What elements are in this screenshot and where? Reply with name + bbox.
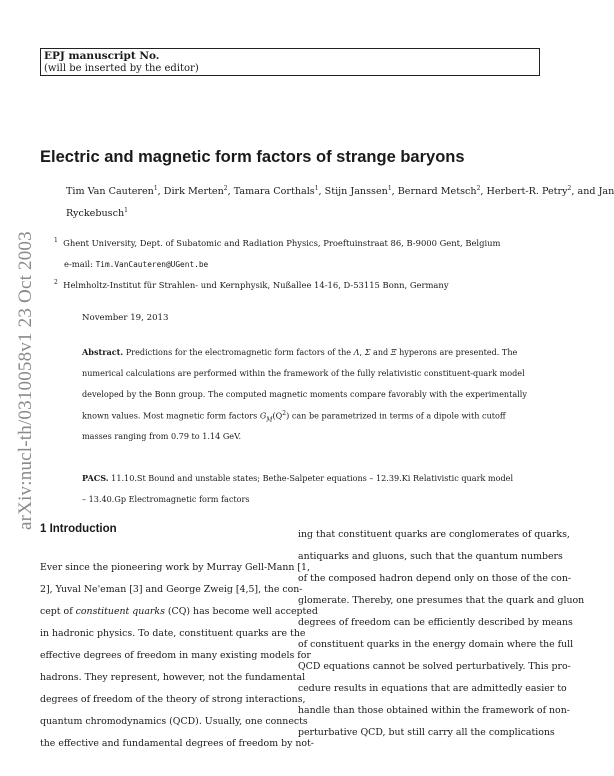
author-affiliation-mark: 1 [153, 185, 158, 192]
sigma-symbol: Σ [364, 347, 371, 357]
body-line: effective degrees of freedom in many existing models for [40, 650, 311, 661]
abstract-line [82, 347, 517, 357]
body-line: quantum chromodynamics (QCD). Usually, one connects [40, 716, 308, 727]
body-line: ing that constituent quarks are conglomerates of quarks, [298, 529, 570, 540]
arxiv-identifier[interactable]: arXiv:nucl-th/0310058v1 23 Oct 2003 [15, 231, 36, 530]
author-affiliation-mark: 2 [476, 185, 481, 192]
body-line: handle than those obtained within the framework of non- [298, 705, 570, 716]
paper-title: Electric and magnetic form factors of strange baryons [40, 148, 465, 166]
abstract-text: Predictions for the electromagnetic form factors of the [123, 347, 354, 357]
affiliation-email [64, 259, 208, 269]
abstract-line: masses ranging from 0.79 to 1.14 GeV. [82, 431, 242, 441]
abstract-line: numerical calculations are performed within the framework of the fully relativistic constituent-quark model [82, 368, 525, 378]
author-list-tail: , and Jan [571, 186, 614, 198]
body-line [40, 606, 318, 617]
magnetic-form-factor-symbol: G [259, 410, 267, 421]
author-name: Dirk Merten [163, 186, 224, 198]
affiliation-text: Helmholtz-Institut für Strahlen- und Kernphysik, Nußallee 14-16, D-53115 Bonn, Germany [63, 279, 449, 290]
xi-symbol: Ξ [390, 347, 397, 357]
affiliation-number: 2 [54, 279, 58, 286]
author-affiliation-mark: 1 [124, 207, 128, 214]
date: November 19, 2013 [82, 313, 169, 323]
body-line: antiquarks and gluons, such that the quantum numbers [298, 551, 563, 562]
author-name: Ryckebusch [66, 208, 125, 220]
pacs-line: – 13.40.Gp Electromagnetic form factors [82, 494, 250, 504]
body-line: QCD equations cannot be solved perturbatively. This pro- [298, 661, 571, 672]
body-line: in hadronic physics. To date, constituent quarks are the [40, 628, 306, 639]
abstract-line: developed by the Bonn group. The computed magnetic moments compare favorably with the experimentally [82, 389, 527, 399]
email-label: e-mail: [64, 259, 96, 269]
abstract-text: known values. Most magnetic form factors [82, 410, 260, 421]
body-line: 2], Yuval Ne'eman [3] and George Zweig [4,5], the con- [40, 584, 303, 595]
abstract-text: hyperons are presented. The [396, 347, 518, 357]
author-affiliation-mark: 1 [387, 185, 392, 192]
body-text: (CQ) has become well accepted [164, 606, 318, 617]
body-line: Ever since the pioneering work by Murray Gell-Mann [1, [40, 562, 310, 573]
superscript: 2 [282, 410, 287, 417]
subscript: M [266, 416, 273, 424]
email-address[interactable]: Tim.VanCauteren@UGent.be [95, 260, 209, 269]
abstract-line [82, 410, 506, 423]
body-line: degrees of freedom of the theory of strong interactions, [40, 694, 306, 705]
author-name: Stijn Janssen [324, 186, 388, 198]
formula-close: ) [286, 410, 290, 421]
author-name: Bernard Metsch [397, 186, 477, 198]
body-text: cept of [40, 606, 76, 617]
affiliation-number: 1 [54, 237, 58, 244]
affiliation-1 [54, 237, 500, 248]
abstract-text: can be parametrized in terms of a dipole with cutoff [289, 410, 506, 421]
body-line: perturbative QCD, but still carry all the complications [298, 727, 555, 738]
author-name: Tim Van Cauteren [66, 186, 154, 198]
affiliation-2 [54, 279, 449, 290]
lambda-symbol: Λ [353, 347, 360, 357]
emphasis: constituent quarks [75, 606, 165, 617]
body-line: of constituent quarks in the energy domain where the full [298, 639, 574, 650]
author-name: Tamara Corthals [233, 186, 315, 198]
body-line: degrees of freedom can be efficiently described by means [298, 617, 573, 628]
formula-arg: (Q [272, 410, 283, 421]
author-list-continued [66, 207, 128, 219]
body-line: of the composed hadron depend only on those of the con- [298, 573, 572, 584]
body-line: cedure results in equations that are admittedly easier to [298, 683, 567, 694]
author-affiliation-mark: 2 [567, 185, 572, 192]
section-heading: 1 Introduction [40, 523, 117, 535]
editor-note: (will be inserted by the editor) [44, 63, 199, 74]
pacs-label: PACS. [82, 473, 109, 483]
author-affiliation-mark: 1 [314, 185, 319, 192]
body-line: hadrons. They represent, however, not the fundamental [40, 672, 306, 683]
pacs-text: 11.10.St Bound and unstable states; Bethe-Salpeter equations – 12.39.Ki Relativistic quark model [108, 473, 514, 483]
body-line: the effective and fundamental degrees of freedom by not- [40, 738, 314, 749]
author-affiliation-mark: 2 [223, 185, 228, 192]
journal-label: EPJ manuscript No. [44, 50, 160, 62]
pacs-line [82, 473, 513, 483]
author-list: Tim Van Cauteren$^1$, Dirk Merten$^2$, Tamara Corthals$^1$, Stijn Janssen$^1$, Bernard Metsch$^2$, Herbert-R. Petry$^2$, and Jan [66, 185, 614, 198]
author-name: Herbert-R. Petry [486, 186, 568, 198]
body-line: glomerate. Thereby, one presumes that the quark and gluon [298, 595, 585, 606]
abstract-label: Abstract. [82, 347, 124, 357]
abstract-text: , [359, 347, 365, 357]
abstract-text: and [370, 347, 391, 357]
affiliation-text: Ghent University, Dept. of Subatomic and Radiation Physics, Proeftuinstraat 86, B-9000 Gent, Belgium [63, 237, 501, 248]
